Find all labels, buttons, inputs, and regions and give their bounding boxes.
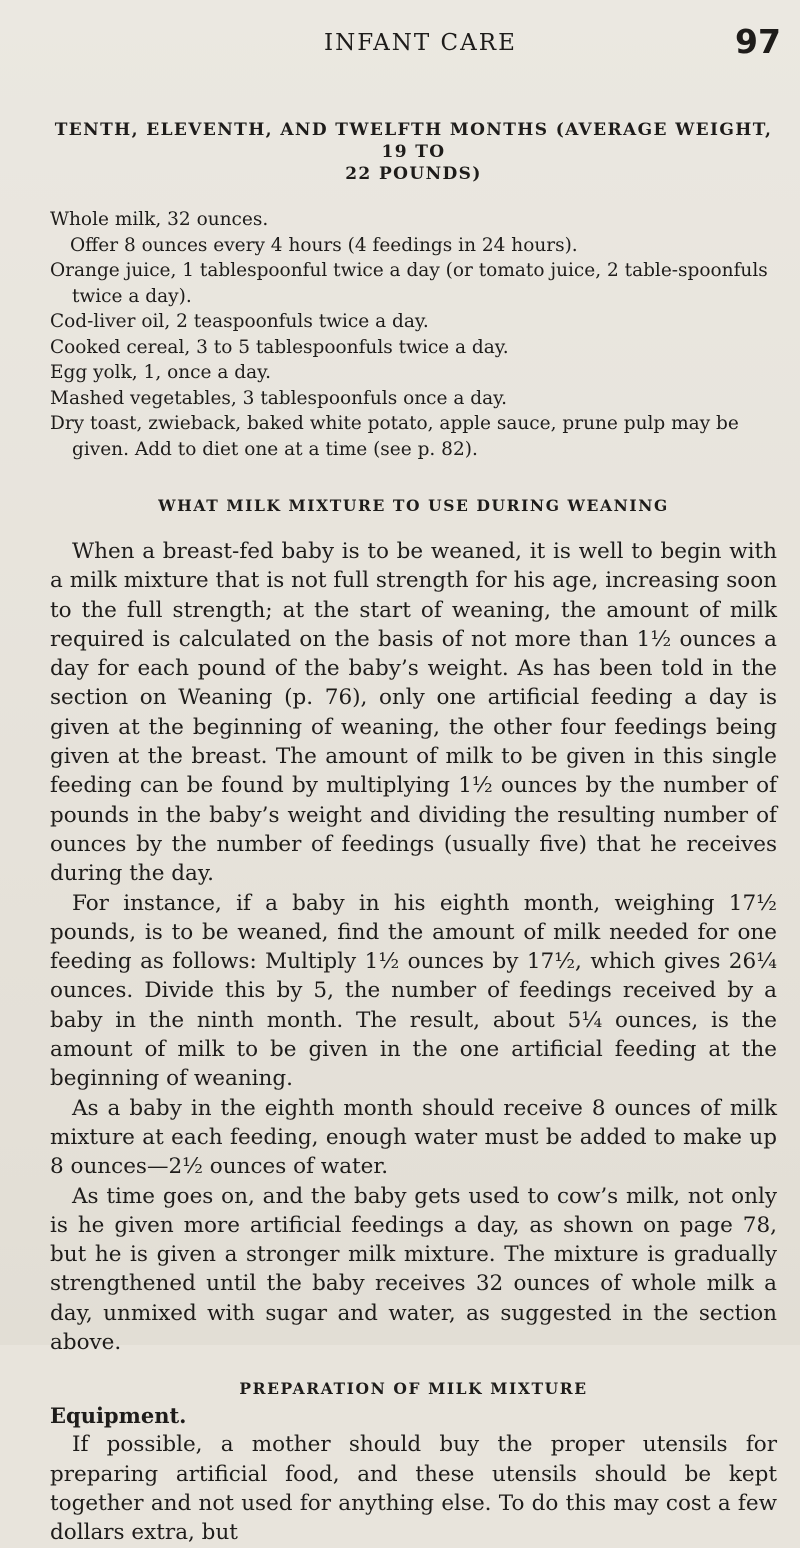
weaning-paragraph: As time goes on, and the baby gets used to cow’s milk, not only is he given more artificial feedings a day, as shown on page 78, but he is given a stronger milk mixture. The mixture is gradually strengthened until the baby receives 32 ounces of whole milk a day, unmixed with sugar and water, as suggested in the section above. [50, 1183, 777, 1356]
preparation-text [50, 1430, 777, 1547]
diet-item: Egg yolk, 1, once a day. [50, 362, 271, 383]
weaning-paragraph: As a baby in the eighth month should receive 8 ounces of milk mixture at each feeding, enough water must be added to make up 8 ounces—2½ ounces of water. [50, 1095, 777, 1180]
diet-list [50, 207, 777, 462]
diet-item: Dry toast, zwieback, baked white potato, apple sauce, prune pulp may be given. Add to diet one at a time (see p. 82). [50, 413, 739, 460]
weaning-paragraph: When a breast-fed baby is to be weaned, it is well to begin with a milk mixture that is not full strength for his age, increasing soon to the full strength; at the start of weaning, the amount of milk required is calculated on the basis of not more than 1½ ounces a day for each pound of the baby’s weight. As has been told in the section on Weaning (p. 76), only one artificial feeding a day is given at the beginning of weaning, the other four feedings being given at the breast. The amount of milk to be given in this single feeding can be found by multiplying 1½ ounces by the number of pounds in the baby’s weight and dividing the resulting number of ounces by the number of feedings (usually five) that he receives during the day. [50, 539, 777, 887]
page-number: 97 [735, 22, 781, 61]
diet-heading-line1: TENTH, ELEVENTH, AND TWELFTH MONTHS (AVERAGE WEIGHT, 19 TO [54, 120, 773, 162]
weaning-section-title: WHAT MILK MIXTURE TO USE DURING WEANING [158, 496, 669, 515]
preparation-paragraph: If possible, a mother should buy the proper utensils for preparing artificial food, and these utensils should be kept together and not used for anything else. To do this may cost a few dollars extra, but [50, 1432, 777, 1546]
diet-item: Offer 8 ounces every 4 hours (4 feedings in 24 hours). [70, 234, 578, 256]
diet-item: Cod-liver oil, 2 teaspoonfuls twice a day. [50, 311, 429, 332]
diet-item: Mashed vegetables, 3 tablespoonfuls once a day. [50, 387, 507, 409]
diet-item: Orange juice, 1 tablespoonful twice a day (or tomato juice, 2 table-spoonfuls twice a day). [50, 260, 768, 307]
weaning-text [50, 537, 777, 1357]
diet-item: Whole milk, 32 ounces. [50, 209, 269, 230]
diet-item: Cooked cereal, 3 to 5 tablespoonfuls twice a day. [50, 336, 509, 358]
equipment-subheading: Equipment. [50, 1403, 187, 1429]
preparation-section-title: PREPARATION OF MILK MIXTURE [239, 1379, 588, 1399]
page-header [0, 22, 800, 62]
diet-heading-line2: 22 POUNDS) [345, 164, 482, 184]
weaning-paragraph: For instance, if a baby in his eighth month, weighing 17½ pounds, is to be weaned, find the amount of milk needed for one feeding as follows: Multiply 1½ ounces by 17½, which gives 26¼ ounces. Divide this by 5, the number of feedings received by a baby in the ninth month. The result, about 5¼ ounces, is the amount of milk to be given in the one artificial feeding at the beginning of weaning. [50, 890, 777, 1092]
page-content [50, 119, 777, 1548]
running-head: INFANT CARE [324, 30, 517, 56]
